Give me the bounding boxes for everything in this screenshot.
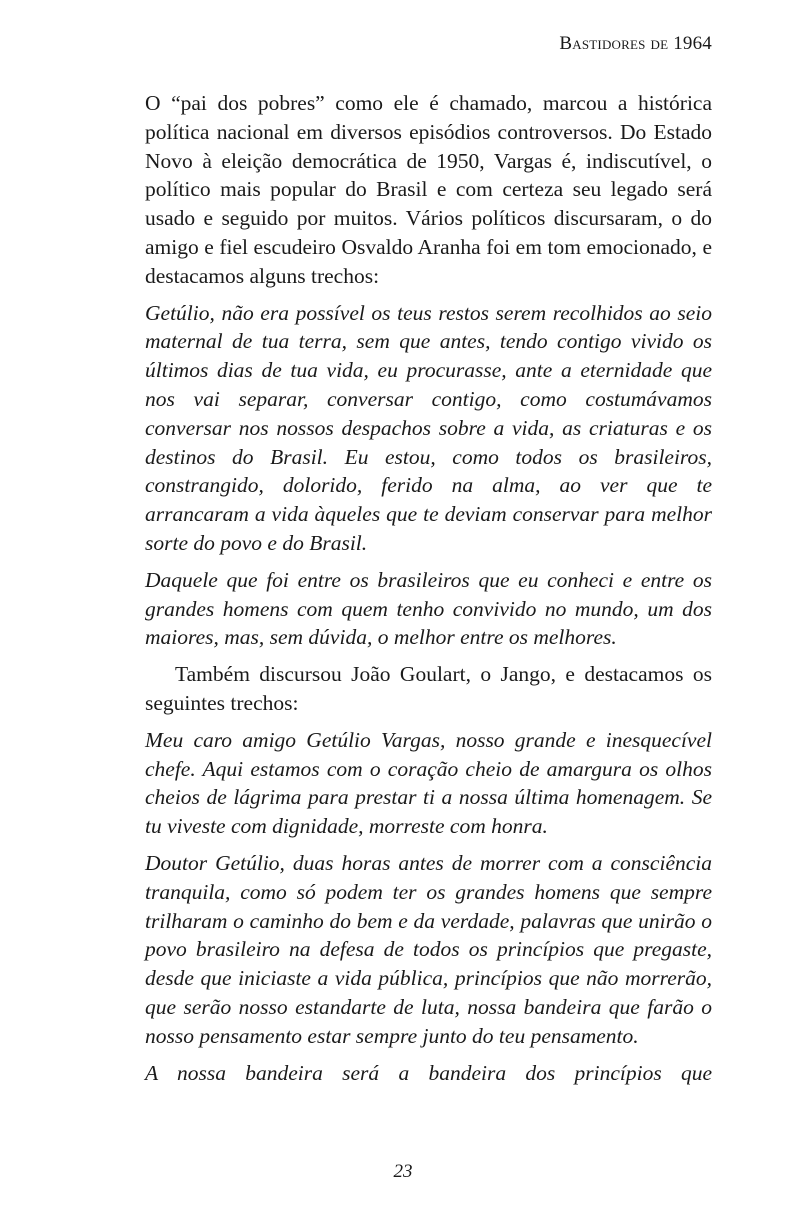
quote-aranha-2: Daquele que foi entre os brasileiros que eu conheci e entre os grandes homens com quem tenho convivido no mundo, um dos maiores, mas, sem dúvida, o melhor entre os melhores. (145, 567, 712, 650)
running-header: Bastidores de 1964 (559, 33, 712, 54)
quote-goulart-2: Doutor Getúlio, duas horas antes de morrer com a consciência tranquila, como só podem ter os grandes homens que sempre trilharam o caminho do bem e da verdade, palavras que unirão o povo brasileiro na defesa de todos os princípios que pregaste, desde que iniciaste a vida pública, princípios que não morrerão, que serão nosso estandarte de luta, nossa bandeira que farão o nosso pensamento estar sempre junto do teu pensamento. (145, 850, 712, 1048)
quote-goulart-1: Meu caro amigo Getúlio Vargas, nosso grande e inesquecível chefe. Aqui estamos com o coração cheio de amargura os olhos cheios de lágrima para prestar ti a nossa última homenagem. Se tu viveste com dignidade, morreste com honra. (145, 727, 712, 839)
page-body (145, 89, 712, 1095)
page-number: 23 (393, 1161, 413, 1182)
quote-aranha-1: Getúlio, não era possível os teus restos serem recolhidos ao seio maternal de tua terra, sem que antes, tendo contigo vivido os últimos dias de tua vida, eu procurasse, ante a eternidade que nos vai separar, conversar contigo, como costumávamos conversar nos nossos despachos sobre a vida, as criaturas e os destinos do Brasil. Eu estou, como todos os brasileiros, constrangido, dolorido, ferido na alma, ao ver que te arrancaram a vida àqueles que te deviam conservar para melhor sorte do povo e do Brasil. (145, 300, 712, 555)
paragraph-intro: O “pai dos pobres” como ele é chamado, marcou a histórica política nacional em diversos episódios controversos. Do Estado Novo à eleição democrática de 1950, Vargas é, indiscutível, o político mais popular do Brasil e com certeza seu legado será usado e seguido por muitos. Vários políticos discursaram, o do amigo e fiel escudeiro Osvaldo Aranha foi em tom emocionado, e destacamos alguns trechos: (145, 91, 712, 288)
quote-goulart-3: A nossa bandeira será a bandeira dos princípios que (145, 1060, 712, 1085)
paragraph-goulart-intro: Também discursou João Goulart, o Jango, e destacamos os seguintes trechos: (145, 662, 712, 715)
